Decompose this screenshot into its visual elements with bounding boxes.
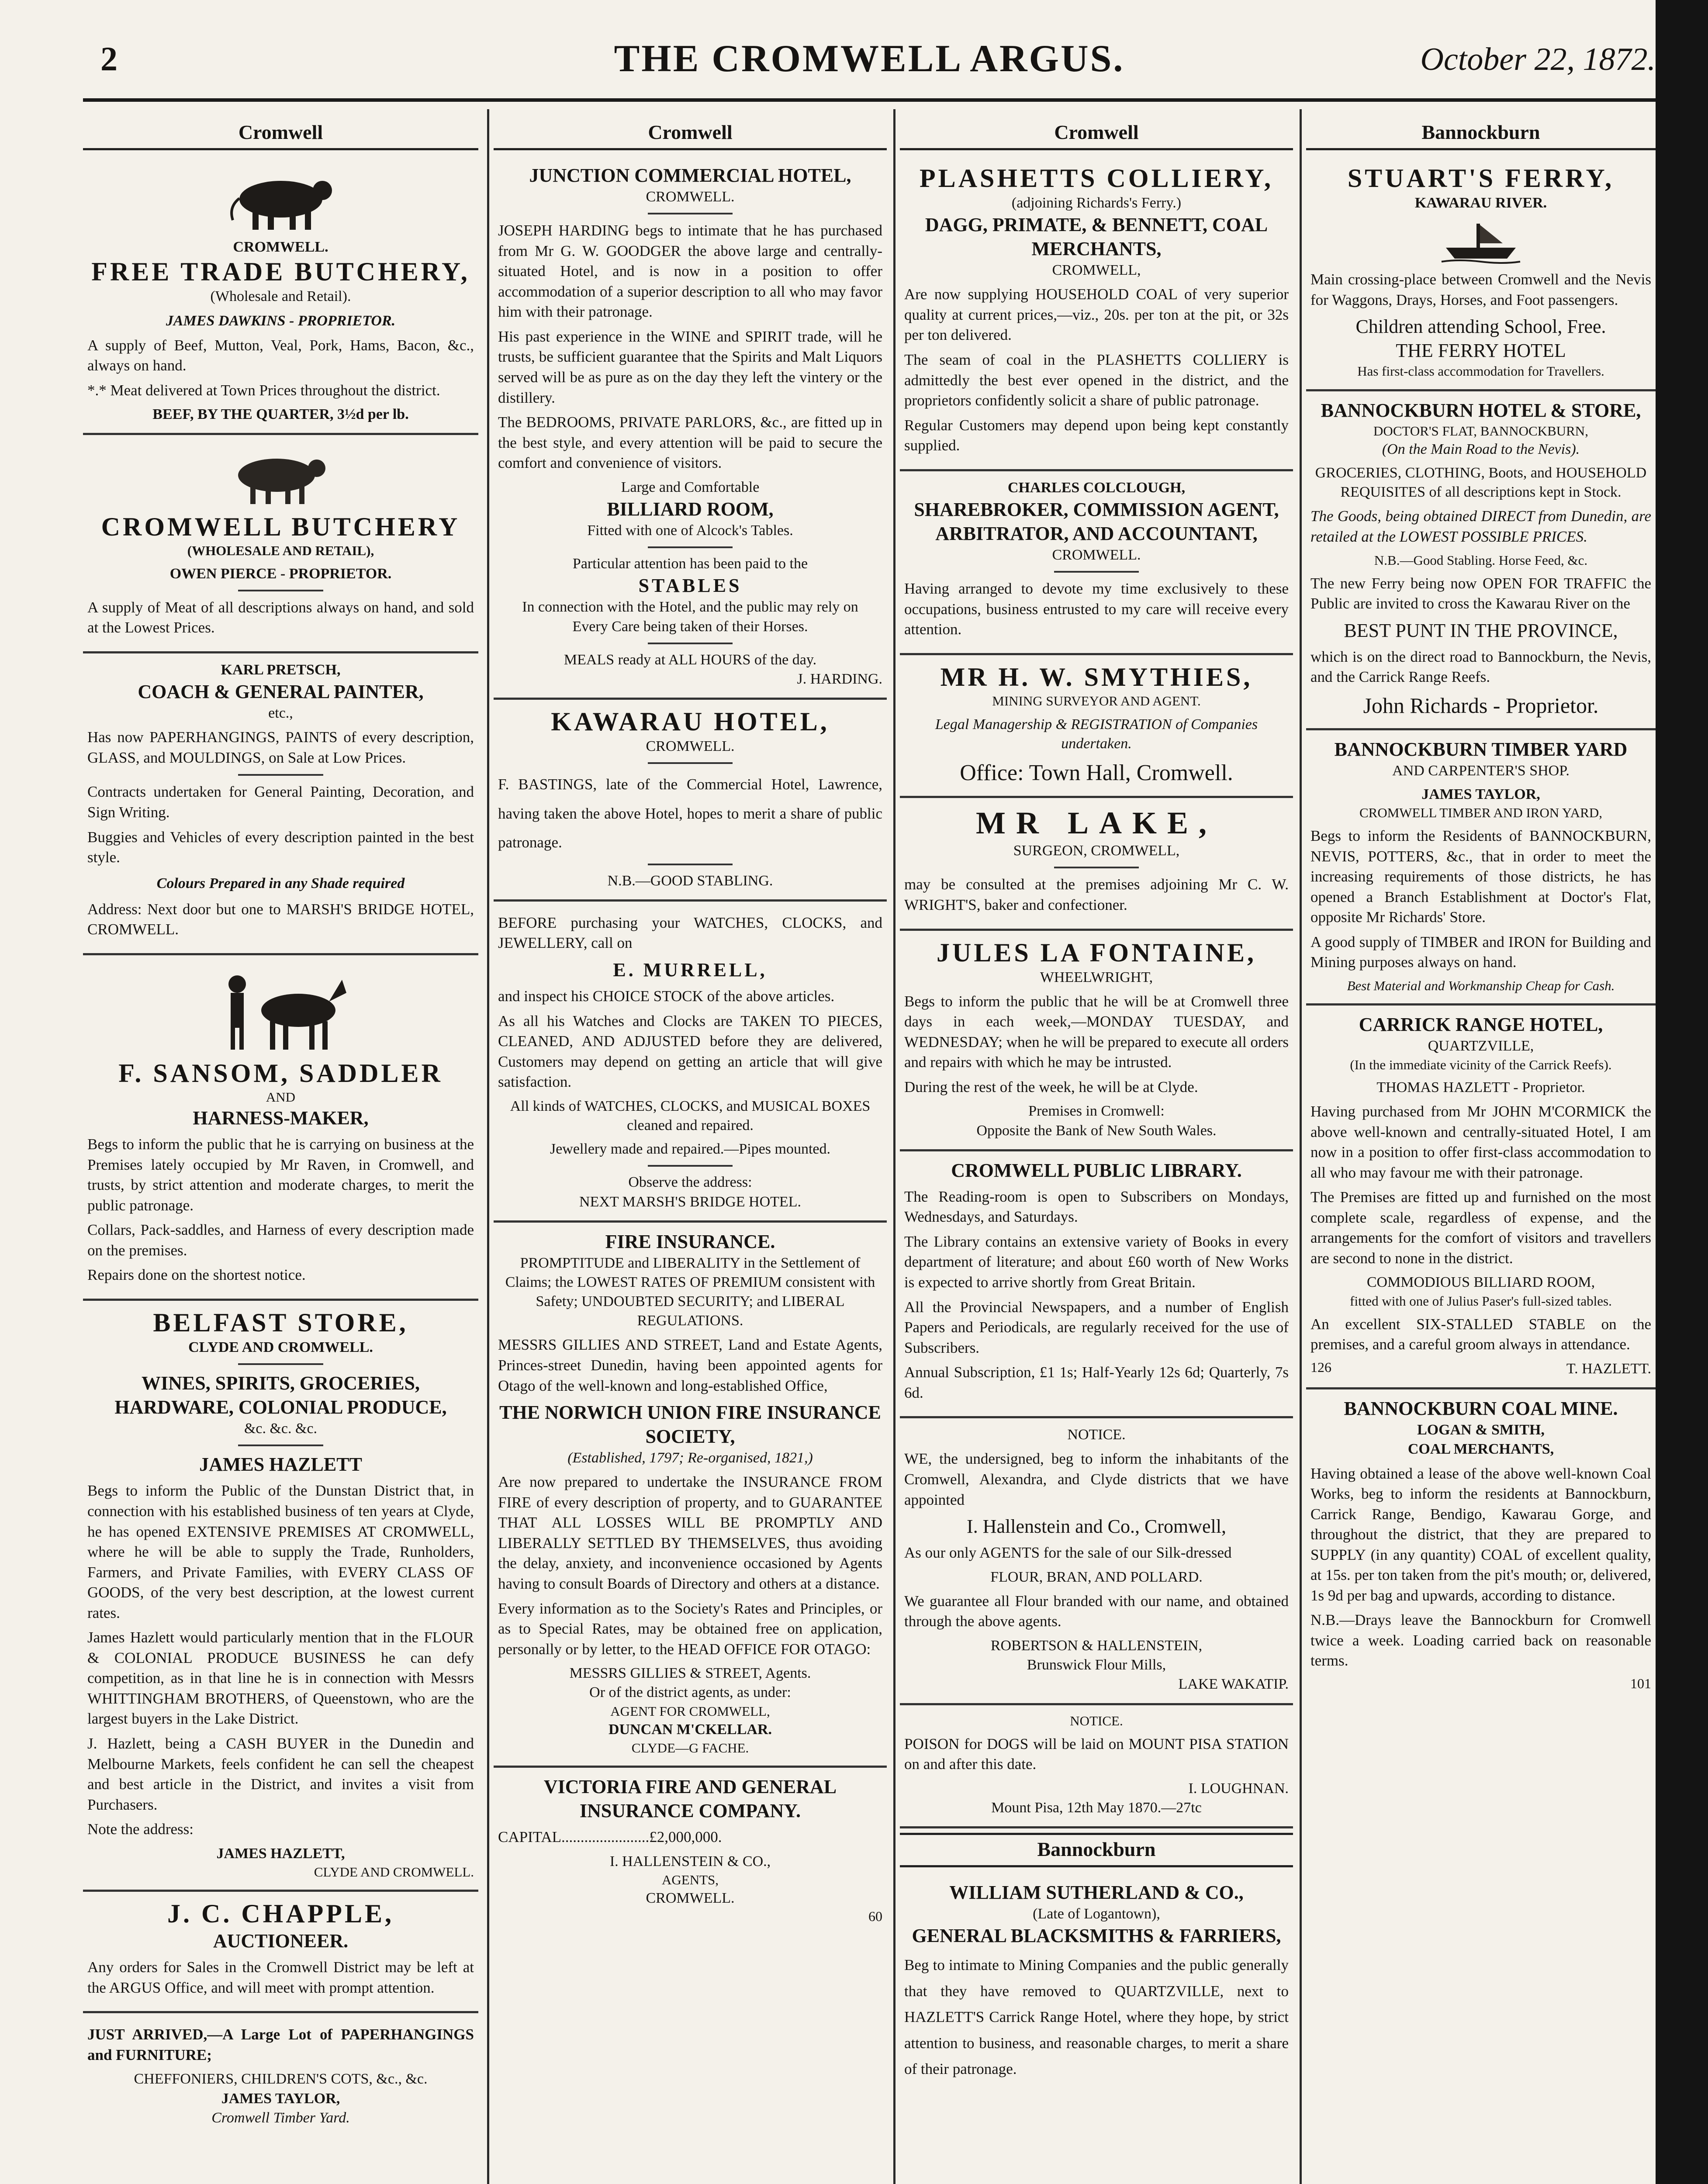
ad-signature: JAMES HAZLETT, — [216, 1845, 345, 1862]
ad-place: CROMWELL. — [233, 239, 328, 255]
ad-title: FREE TRADE BUTCHERY, — [91, 257, 470, 287]
ad-bannockburn-coal-mine — [1306, 1389, 1656, 1700]
ad-subtitle: CROMWELL. — [646, 738, 735, 755]
ad-subtitle: WHEELWRIGHT, — [1040, 969, 1153, 985]
masthead — [83, 31, 1656, 96]
ad-note: Note the address: — [87, 1821, 194, 1838]
column-heading: Cromwell — [900, 118, 1293, 150]
ad-body: JOSEPH HARDING begs to intimate that he has purchased from Mr G. W. GOODGER the above large and centrally-situated Hotel, and is now in a position to offer accommodation of a superior description to all who may favor him with their patronage. — [498, 222, 882, 321]
ad-body: CHEFFONIERS, CHILDREN'S COTS, &c., &c. — [134, 2071, 428, 2087]
ad-subtitle: DOCTOR'S FLAT, BANNOCKBURN, — [1373, 423, 1588, 439]
ad-body-3: Regular Customers may depend upon being kept constantly supplied. — [904, 416, 1289, 454]
binding-edge — [1656, 0, 1708, 2184]
ad-address: Address: Next door but one to MARSH'S BRIDGE HOTEL, CROMWELL. — [87, 900, 474, 938]
ad-line-1: THOMAS HAZLETT - Proprietor. — [1376, 1079, 1585, 1095]
ad-name: E. MURRELL, — [613, 959, 768, 981]
ad-body-4: All kinds of WATCHES, CLOCKS, and MUSICAL BOXES cleaned and repaired. — [510, 1098, 871, 1133]
ad-body: Main crossing-place between Cromwell and the Nevis for Waggons, Drays, Horses, and Foot passengers. — [1310, 271, 1651, 308]
newspaper-title: THE CROMWELL ARGUS. — [614, 38, 1125, 80]
ad-line-1: I. Hallenstein and Co., Cromwell, — [967, 1516, 1226, 1538]
ad-plashetts-colliery — [900, 156, 1293, 471]
ad-signature: J. HARDING. — [797, 670, 882, 687]
ad-title: FIRE INSURANCE. — [605, 1230, 775, 1252]
ad-name: KARL PRETSCH, — [221, 661, 341, 678]
ad-line-3: John Richards - Proprietor. — [1363, 693, 1599, 718]
ad-subtitle: CLYDE AND CROMWELL. — [188, 1339, 373, 1356]
ad-title: PLASHETTS COLLIERY, — [920, 164, 1273, 193]
ad-title: CROMWELL BUTCHERY — [101, 512, 460, 542]
ad-lake-surgeon — [900, 798, 1293, 930]
ad-title-2: HARNESS-MAKER, — [193, 1107, 369, 1129]
ad-etc: &c. &c. &c. — [244, 1420, 318, 1437]
ad-body-5: Jewellery made and repaired.—Pipes mounted. — [550, 1141, 830, 1158]
ad-line-1: Best Material and Workmanship Cheap for Cash. — [1347, 978, 1615, 994]
ad-line-3: CROMWELL. — [646, 1890, 735, 1907]
ad-number: 60 — [868, 1908, 882, 1924]
ad-signature: T. HAZLETT. — [1566, 1360, 1651, 1377]
ad-body-2: As our only AGENTS for the sale of our Silk-dressed — [904, 1544, 1232, 1562]
ad-body-3: We guarantee all Flour branded with our name, and obtained through the above agents. — [904, 1592, 1289, 1630]
ad-line-3: Fitted with one of Alcock's Tables. — [587, 522, 793, 539]
ad-body-3: J. Hazlett, being a CASH BUYER in the Dunedin and Melbourne Markets, feels confident he can sell the cheapest and best article in the District, and invites a visit from Purchasers. — [87, 1735, 474, 1813]
ad-cromwell-butchery — [83, 435, 478, 653]
ad-line-1: Legal Managership & REGISTRATION of Companies undertaken. — [935, 716, 1258, 752]
ad-body: Having arranged to devote my time exclusively to these occupations, business entrusted to my care will receive every attention. — [904, 580, 1289, 638]
ad-title: KAWARAU HOTEL, — [551, 707, 830, 736]
divider — [648, 762, 733, 764]
ad-name: CHARLES COLCLOUGH, — [1007, 479, 1186, 496]
ad-title: WILLIAM SUTHERLAND & CO., — [949, 1882, 1244, 1904]
ad-body-3: Repairs done on the shortest notice. — [87, 1266, 306, 1284]
ad-bannockburn-timber-yard — [1306, 730, 1656, 1006]
ad-slogan: Colours Prepared in any Shade required — [156, 875, 405, 892]
ad-line-2: BEST PUNT IN THE PROVINCE, — [1344, 619, 1618, 641]
divider — [648, 213, 733, 214]
divider — [238, 590, 323, 591]
ad-title: STUART'S FERRY, — [1347, 164, 1615, 193]
ad-footer — [1310, 1359, 1651, 1379]
ad-title-2: THE NORWICH UNION FIRE INSURANCE SOCIETY, — [499, 1402, 881, 1448]
ad-body-2: The Library contains an extensive variety of Books in every department of literature; and about £60 worth of New Works is expected to arrive shortly from Great Britain. — [904, 1233, 1289, 1291]
ad-note: N.B.—GOOD STABLING. — [607, 872, 773, 889]
ad-line-2: AGENTS, — [661, 1872, 719, 1888]
ad-subtitle-2: COAL MERCHANTS, — [1407, 1441, 1554, 1458]
man-with-horse-illustration-icon — [211, 967, 351, 1054]
ad-body-2: Contracts undertaken for General Painting, Decoration, and Sign Writing. — [87, 783, 474, 821]
ad-etc: etc., — [268, 705, 293, 722]
ad-title: CROMWELL PUBLIC LIBRARY. — [951, 1159, 1242, 1181]
ad-name: JAMES TAYLOR, — [221, 2090, 340, 2107]
ad-body: Has now PAPERHANGINGS, PAINTS of every description, GLASS, and MOULDINGS, on Sale at Low Prices. — [87, 729, 474, 766]
ad-subtitle-2: (In the immediate vicinity of the Carrick Reefs). — [1350, 1057, 1612, 1072]
ad-number: 126 — [1310, 1359, 1331, 1375]
ad-body: Begs to inform the public that he will be at Cromwell three days in each week,—MONDAY TUESDAY, and WEDNESDAY; when he will be prepared to execute all orders and repairs with which he may be intrusted. — [904, 992, 1289, 1071]
ad-kawarau-hotel — [494, 700, 887, 902]
ad-proprietor: OWEN PIERCE - PROPRIETOR. — [169, 565, 392, 582]
ad-line-2: BILLIARD ROOM, — [607, 498, 774, 520]
ad-line-7: Every Care being taken of their Horses. — [572, 618, 808, 635]
column-heading: Bannockburn — [1306, 118, 1656, 150]
ad-body: Any orders for Sales in the Cromwell District may be left at the ARGUS Office, and will meet with prompt attention. — [87, 1959, 474, 1996]
ad-line-1: Premises in Cromwell: — [1028, 1103, 1165, 1120]
ad-body-3: Are now prepared to undertake the INSURANCE FROM FIRE of every description of property, and to GUARANTEE THAT ALL LOSSES WILL BE PROMPTLY AND LIBERALLY SETTLED BY THEMSELVES, thus avoiding the delay, anxiety, and inconvenience occasioned by Agents having to consult Boards of Directory and others at a distance. — [498, 1473, 882, 1593]
ad-body: may be consulted at the premises adjoining Mr C. W. WRIGHT'S, baker and confectioner. — [904, 876, 1289, 913]
ad-line-1: MESSRS GILLIES & STREET, Agents. — [569, 1665, 811, 1682]
column-divider — [1300, 109, 1302, 2184]
divider — [238, 1444, 323, 1446]
ad-subtitle: QUARTZVILLE, — [1428, 1038, 1534, 1054]
ad-title: COACH & GENERAL PAINTER, — [138, 681, 424, 703]
divider — [1054, 867, 1139, 868]
ad-place: CROMWELL, — [1052, 262, 1141, 279]
ad-body-2: and inspect his CHOICE STOCK of the above articles. — [498, 988, 835, 1005]
ad-body-2: During the rest of the week, he will be at Clyde. — [904, 1078, 1198, 1095]
ad-line-4: DUNCAN M'CKELLAR. — [609, 1721, 772, 1738]
ad-notice-poison — [900, 1705, 1293, 1829]
divider — [648, 864, 733, 865]
ad-body-2: The Goods, being obtained DIRECT from Dunedin, are retailed at the LOWEST POSSIBLE PRICES. — [1310, 508, 1651, 545]
divider — [238, 774, 323, 776]
ad-line-1: Children attending School, Free. — [1355, 316, 1606, 338]
ad-carrick-range-hotel — [1306, 1006, 1656, 1389]
ad-line-6: In connection with the Hotel, and the public may rely on — [522, 599, 858, 615]
ad-notice-flour — [900, 1418, 1293, 1705]
ad-body-2: The seam of coal in the PLASHETTS COLLIERY is admittedly the best ever opened in the district, and the proprietors confidently solicit a share of public patronage. — [904, 351, 1289, 409]
ad-title: JUNCTION COMMERCIAL HOTEL, — [529, 165, 851, 186]
ad-line-2: Opposite the Bank of New South Wales. — [976, 1122, 1217, 1139]
ad-title: F. SANSOM, SADDLER — [118, 1058, 443, 1088]
ad-body: Having obtained a lease of the above well-known Coal Works, beg to inform the residents at Bannockburn, Carrick Range, Bendigo, Kawarau Gorge, and throughout the district, that they are prepared to SUPPLY (in any quantity) COAL of excellent quality, at 15s. per ton taken from the pit's mouth; or, delivered, 1s 9d per bag and upwards, according to distance. — [1310, 1465, 1651, 1604]
ad-subtitle: AND CARPENTER'S SHOP. — [1392, 762, 1570, 779]
ad-body: Having purchased from Mr JOHN M'CORMICK the above well-known and centrally-situated Hotel, I am now in a position to offer first-class accommodation to all who may favour me with their patronage. — [1310, 1102, 1651, 1181]
ad-signature-2: CLYDE AND CROMWELL. — [314, 1864, 474, 1880]
ad-subtitle: SURGEON, CROMWELL, — [1013, 843, 1180, 859]
ad-public-library — [900, 1151, 1293, 1418]
ad-title: BANNOCKBURN TIMBER YARD — [1334, 738, 1628, 760]
column-divider — [487, 109, 489, 2184]
ad-name: JAMES HAZLETT — [199, 1454, 362, 1476]
ad-title: BANNOCKBURN HOTEL & STORE, — [1321, 399, 1641, 421]
ad-smythies-surveyor — [900, 655, 1293, 798]
ad-name: JAMES TAYLOR, — [1421, 786, 1540, 802]
ad-body-2: His past experience in the WINE and SPIRIT trade, will he trusts, be sufficient guarantee that the Spirits and Malt Liquors served will be as pure as on the day they left the vintery or the distillery. — [498, 328, 882, 406]
ad-karl-pretsch-painter — [83, 653, 478, 955]
ad-colclough-sharebroker — [900, 471, 1293, 655]
ad-title: J. C. CHAPPLE, — [167, 1899, 394, 1928]
ad-title: CARRICK RANGE HOTEL, — [1359, 1014, 1603, 1036]
ad-line-8: MEALS ready at ALL HOURS of the day. — [564, 651, 817, 668]
ad-line-2: Or of the district agents, as under: — [589, 1684, 791, 1701]
ad-title: NOTICE. — [1070, 1713, 1123, 1728]
ad-body-2: N.B.—Drays leave the Bannockburn for Cromwell twice a week. Loading carried back on reasonable terms. — [1310, 1611, 1651, 1669]
ad-title-2: GENERAL BLACKSMITHS & FARRIERS, — [912, 1925, 1281, 1947]
divider — [1054, 571, 1139, 573]
ad-body: Are now supplying HOUSEHOLD COAL of very superior quality at current prices,—viz., 20s. per ton at the pit, or 32s per ton delivered. — [904, 286, 1289, 344]
ad-body-4: Every information as to the Society's Rates and Principles, or as to Special Rates, may be obtained free on application, personally or by letter, to the HEAD OFFICE FOR OTAGO: — [498, 1600, 882, 1658]
ad-lines: WINES, SPIRITS, GROCERIES, HARDWARE, COLONIAL PRODUCE, — [114, 1372, 447, 1418]
ad-title: JUST ARRIVED,—A Large Lot of PAPERHANGINGS and FURNITURE; — [87, 2026, 474, 2063]
ad-line-2: NEXT MARSH'S BRIDGE HOTEL. — [579, 1193, 801, 1210]
ad-price: BEEF, BY THE QUARTER, 3½d per lb. — [152, 406, 409, 423]
ad-title: SHAREBROKER, COMMISSION AGENT, — [914, 498, 1279, 520]
ad-body: Beg to intimate to Mining Companies and the public generally that they have removed to QUARTZVILLE, next to HAZLETT'S Carrick Range Hotel, where they hope, by strict attention to business, and reasonable charges, to merit a share of their patronage. — [904, 1956, 1289, 2078]
ad-title: MR H. W. SMYTHIES, — [940, 662, 1253, 691]
ad-signature: I. LOUGHNAN. — [1188, 1780, 1289, 1797]
column-heading: Bannockburn — [900, 1833, 1293, 1867]
ad-line-4: Brunswick Flour Mills, — [1027, 1657, 1166, 1673]
ad-title-2: ARBITRATOR, AND ACCOUNTANT, — [935, 522, 1258, 544]
divider — [648, 546, 733, 548]
ad-body-2: Collars, Pack-saddles, and Harness of every description made on the premises. — [87, 1221, 474, 1259]
ad-capital: CAPITAL.......................£2,000,000. — [498, 1828, 722, 1846]
ad-title: BELFAST STORE, — [153, 1308, 408, 1337]
ad-title: BANNOCKBURN COAL MINE. — [1344, 1398, 1618, 1420]
ad-title: VICTORIA FIRE AND GENERAL INSURANCE COMPANY. — [543, 1776, 837, 1822]
ferry-boat-illustration-icon — [1437, 217, 1525, 265]
ad-line-3: fitted with one of Julius Paser's full-sized tables. — [1350, 1293, 1612, 1309]
ad-and: AND — [266, 1089, 296, 1105]
ad-body-2: A good supply of TIMBER and IRON for Building and Mining purposes always on hand. — [1310, 933, 1651, 971]
ad-office: Office: Town Hall, Cromwell. — [960, 760, 1233, 786]
ad-line-1: Observe the address: — [628, 1174, 752, 1191]
ad-subtitle: (Late of Logantown), — [1033, 1906, 1160, 1922]
ad-line-2: COMMODIOUS BILLIARD ROOM, — [1366, 1274, 1595, 1291]
ad-body: BEFORE purchasing your WATCHES, CLOCKS, and JEWELLERY, call on — [498, 914, 882, 952]
page-number: 2 — [100, 40, 118, 78]
ad-body-2: The Premises are fitted up and furnished on the most complete scale, regardless of expense, and the arrangements for the comfort of visitors and travellers are second to none in the district. — [1310, 1189, 1651, 1267]
ad-line-3: AGENT FOR CROMWELL, — [610, 1703, 770, 1719]
ad-note: *.* Meat delivered at Town Prices throughout the district. — [87, 381, 440, 399]
ad-title-2: DAGG, PRIMATE, & BENNETT, COAL MERCHANTS, — [925, 214, 1268, 260]
column-2 — [494, 118, 887, 2184]
ad-murrell-watches — [494, 902, 887, 1223]
ad-subtitle: AUCTIONEER. — [213, 1930, 349, 1952]
ad-just-arrived — [83, 2013, 478, 2136]
ad-established: (Established, 1797; Re-organised, 1821,) — [567, 1450, 813, 1466]
ad-body-2: MESSRS GILLIES AND STREET, Land and Estate Agents, Princes-street Dunedin, having been appointed agents for Otago of the well-known and long-established Office, — [498, 1336, 882, 1394]
ad-body-2: James Hazlett would particularly mention that in the FLOUR & COLONIAL PRODUCE BUSINESS he can defy competition, as in that line he is in connection with Messrs WHITTINGHAM BROTHERS, of Queenstown, who are the largest buyers in the Lake District. — [87, 1629, 474, 1728]
column-1 — [83, 118, 478, 2184]
column-heading: Cromwell — [83, 118, 478, 150]
column-3 — [900, 118, 1293, 2184]
ad-line-3: Has first-class accommodation for Travellers. — [1357, 363, 1604, 379]
ad-body-4: Annual Subscription, £1 1s; Half-Yearly 12s 6d; Quarterly, 7s 6d. — [904, 1364, 1289, 1401]
ad-subtitle: (adjoining Richards's Ferry.) — [1011, 195, 1182, 211]
ad-line-2: THE FERRY HOTEL — [1396, 340, 1566, 362]
ad-subtitle: (Wholesale and Retail). — [210, 288, 351, 305]
ad-body-3: As all his Watches and Clocks are TAKEN TO PIECES, CLEANED, AND ADJUSTED before they are delivered, Customers may depend on getting an article that will give satisfaction. — [498, 1012, 882, 1091]
ad-free-trade-butchery — [83, 156, 478, 435]
ad-line-1: I. HALLENSTEIN & CO., — [609, 1853, 771, 1870]
ad-jules-la-fontaine — [900, 931, 1293, 1151]
ad-body: Begs to inform the Public of the Dunstan District that, in connection with his established business of ten years at Clyde, he has opened EXTENSIVE PREMISES AT CROMWELL, where he will be able to supply the Trade, Runholders, Farmers, and Private Families, with EVERY CLASS OF GOODS, of the very best description, at the lowest current rates. — [87, 1482, 474, 1621]
bull-illustration-icon — [215, 168, 346, 233]
divider — [238, 1363, 323, 1365]
ad-body: A supply of Meat of all descriptions always on hand, and sold at the Lowest Prices. — [87, 598, 474, 636]
column-heading: Cromwell — [494, 118, 887, 150]
ad-body: Begs to inform the Residents of BANNOCKBURN, NEVIS, POTTERS, &c., that in order to meet the increasing requirements of those districts, he has opened a Branch Establishment at Doctor's Flat, opposite Mr Richards' Store. — [1310, 827, 1651, 926]
masthead-rule — [83, 98, 1656, 102]
ad-date: Mount Pisa, 12th May 1870.—27tc — [991, 1800, 1202, 1816]
ad-line-5: LAKE WAKATIP. — [1178, 1676, 1289, 1693]
ad-subtitle: CROMWELL. — [646, 189, 735, 205]
ad-subtitle-2: (On the Main Road to the Nevis). — [1382, 441, 1580, 457]
ad-chapple-auctioneer — [83, 1892, 478, 2013]
ad-body: PROMPTITUDE and LIBERALITY in the Settlement of Claims; the LOWEST RATES OF PREMIUM consistent with Safety; UNDOUBTED SECURITY; and LIBERAL REGULATIONS. — [505, 1254, 875, 1329]
ad-body-3: All the Provincial Newspapers, and a number of English Papers and Periodicals, are regularly received for the use of Subscribers. — [904, 1298, 1289, 1356]
ad-stuarts-ferry — [1306, 156, 1656, 391]
ad-title: MR LAKE, — [976, 805, 1217, 841]
ad-signature: Cromwell Timber Yard. — [211, 2109, 350, 2126]
column-4 — [1306, 118, 1656, 2184]
ad-subtitle: MINING SURVEYOR AND AGENT. — [992, 693, 1201, 708]
ad-line-3: ROBERTSON & HALLENSTEIN, — [990, 1637, 1203, 1654]
ad-place: CROMWELL. — [1052, 546, 1141, 563]
ad-sutherland-blacksmiths — [900, 1873, 1293, 2095]
issue-date: October 22, 1872. — [1420, 41, 1656, 77]
ad-body: GROCERIES, CLOTHING, Boots, and HOUSEHOLD REQUISITES of all descriptions kept in Stock. — [1315, 465, 1647, 501]
ad-body-4: which is on the direct road to Bannockburn, the Nevis, and the Carrick Range Reefs. — [1310, 648, 1651, 686]
ad-line-5: CLYDE—G FACHE. — [631, 1740, 749, 1756]
ad-body: F. BASTINGS, late of the Commercial Hotel, Lawrence, having taken the above Hotel, hopes to merit a share of public patronage. — [498, 776, 882, 851]
ad-body: POISON for DOGS will be laid on MOUNT PISA STATION on and after this date. — [904, 1735, 1289, 1773]
ad-line-1: N.B.—Good Stabling. Horse Feed, &c. — [1374, 552, 1588, 568]
ad-body: WE, the undersigned, beg to inform the inhabitants of the Cromwell, Alexandra, and Clyde districts that we have appointed — [904, 1450, 1289, 1508]
ad-body: The Reading-room is open to Subscribers on Mondays, Wednesdays, and Saturdays. — [904, 1188, 1289, 1226]
ad-victoria-insurance — [494, 1768, 887, 1933]
column-divider — [893, 109, 895, 2184]
ad-number: 101 — [1630, 1675, 1651, 1691]
ad-bannockburn-hotel — [1306, 391, 1656, 730]
ad-line-1: Large and Comfortable — [621, 479, 760, 495]
ad-subtitle-2: CROMWELL TIMBER AND IRON YARD, — [1359, 805, 1602, 820]
ad-title: JULES LA FONTAINE, — [936, 938, 1257, 967]
divider — [648, 643, 733, 644]
ad-subtitle: (WHOLESALE AND RETAIL), — [187, 543, 374, 559]
cow-illustration-icon — [224, 446, 338, 508]
ad-line-4: Particular attention has been paid to the — [572, 556, 808, 572]
ad-body-3: Buggies and Vehicles of every description painted in the best style. — [87, 828, 474, 866]
ad-line-2: FLOUR, BRAN, AND POLLARD. — [990, 1569, 1203, 1585]
ad-subtitle: LOGAN & SMITH, — [1417, 1422, 1545, 1438]
divider — [648, 1165, 733, 1167]
ad-title: NOTICE. — [1067, 1427, 1126, 1443]
ad-proprietor: JAMES DAWKINS - PROPRIETOR. — [166, 313, 396, 329]
ad-fire-insurance — [494, 1223, 887, 1768]
ad-body-3: The BEDROOMS, PRIVATE PARLORS, &c., are fitted up in the best style, and every attention will be paid to secure the comfort and convenience of visitors. — [498, 414, 882, 472]
ad-sansom-saddler — [83, 955, 478, 1301]
ad-line-5: STABLES — [638, 575, 742, 597]
ad-body: Begs to inform the public that he is carrying on business at the Premises lately occupied by Mr Raven, in Cromwell, and trusts, by strict attention and moderate charges, to merit the public patronage. — [87, 1136, 474, 1214]
ad-body: A supply of Beef, Mutton, Veal, Pork, Hams, Bacon, &c., always on hand. — [87, 336, 474, 374]
ad-body-3: The new Ferry being now OPEN FOR TRAFFIC the Public are invited to cross the Kawarau River on the — [1310, 574, 1651, 612]
ad-junction-hotel — [494, 156, 887, 700]
ad-belfast-store — [83, 1301, 478, 1892]
ad-subtitle: KAWARAU RIVER. — [1414, 195, 1547, 211]
ad-body-3: An excellent SIX-STALLED STABLE on the premises, and a careful groom always in attendance. — [1310, 1315, 1651, 1353]
